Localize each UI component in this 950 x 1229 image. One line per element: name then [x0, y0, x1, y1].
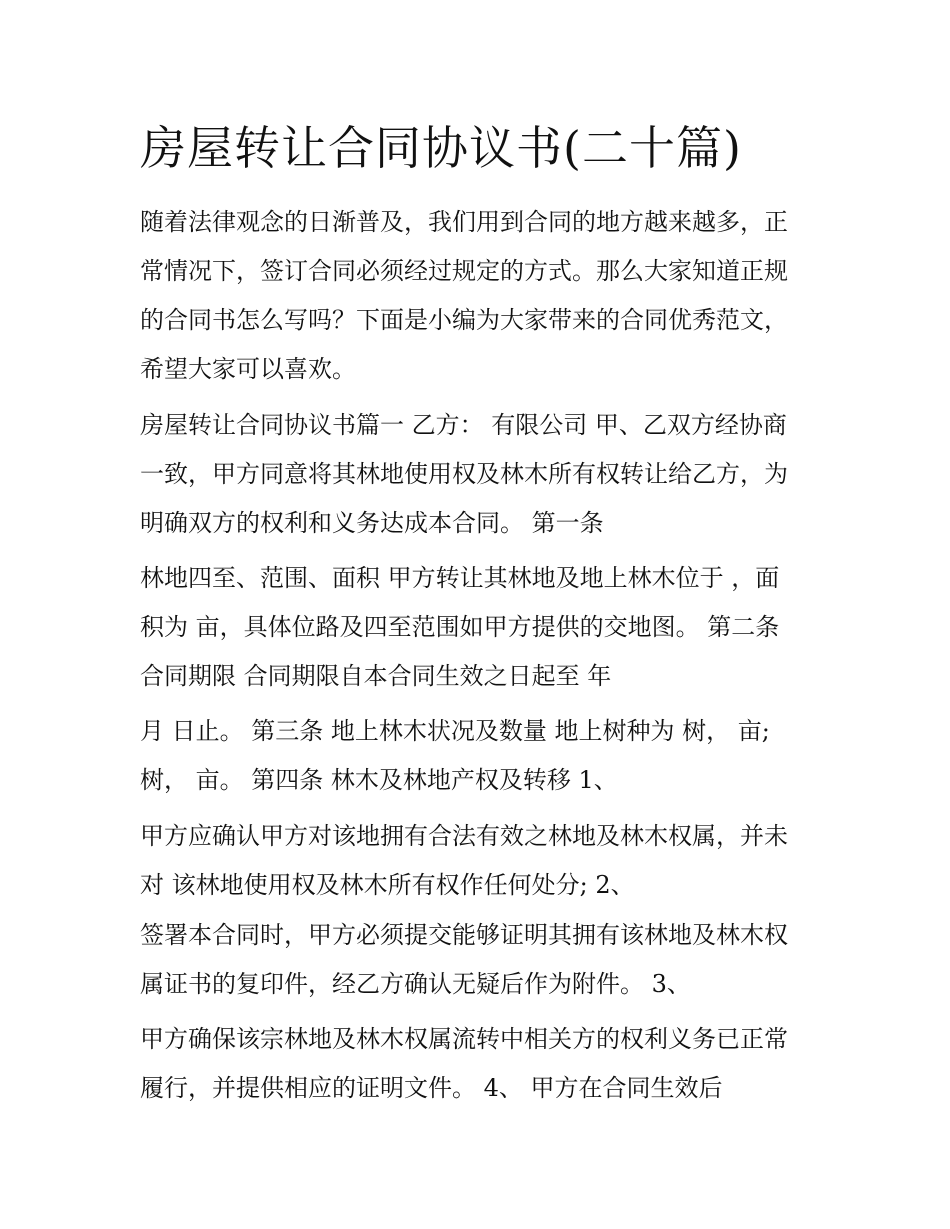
- paragraph-line: 希望大家可以喜欢。: [140, 355, 356, 383]
- paragraph-line: 甲方应确认甲方对该地拥有合法有效之林地及林木权属，并未: [140, 822, 788, 850]
- paragraph-line: 属证书的复印件，经乙方确认无疑后作为附件。 3、: [140, 970, 691, 998]
- paragraph-line: 积为 亩，具体位路及四至范围如甲方提供的交地图。 第二条: [140, 613, 780, 641]
- paragraph-line: 履行，并提供相应的证明文件。 4、 甲方在合同生效后: [140, 1074, 723, 1102]
- document-title: 房屋转让合同协议书(二十篇): [140, 121, 742, 175]
- paragraph-line: 林地四至、范围、面积 甲方转让其林地及地上林木位于 ，面: [140, 564, 780, 592]
- paragraph-line: 随着法律观念的日渐普及，我们用到合同的地方越来越多，正: [140, 208, 788, 236]
- paragraph-line: 的合同书怎么写吗？下面是小编为大家带来的合同优秀范文，: [140, 306, 788, 334]
- paragraph-line: 一致，甲方同意将其林地使用权及林木所有权转让给乙方，为: [140, 460, 788, 488]
- paragraph-line: 合同期限 合同期限自本合同生效之日起至 年: [140, 662, 612, 690]
- paragraph-line: 明确双方的权利和义务达成本合同。 第一条: [140, 509, 604, 537]
- paragraph-line: 甲方确保该宗林地及林木权属流转中相关方的权利义务已正常: [140, 1025, 788, 1053]
- paragraph-line: 常情况下，签订合同必须经过规定的方式。那么大家知道正规: [140, 257, 788, 285]
- paragraph-line: 签署本合同时，甲方必须提交能够证明其拥有该林地及林木权: [140, 921, 788, 949]
- paragraph-line: 树， 亩。 第四条 林木及林地产权及转移 1、: [140, 766, 618, 794]
- paragraph-line: 月 日止。 第三条 地上林木状况及数量 地上树种为 树， 亩;: [140, 717, 770, 745]
- paragraph-line: 房屋转让合同协议书篇一 乙方： 有限公司 甲、乙双方经协商: [140, 411, 787, 439]
- paragraph-line: 对 该林地使用权及林木所有权作任何处分; 2、: [140, 871, 635, 899]
